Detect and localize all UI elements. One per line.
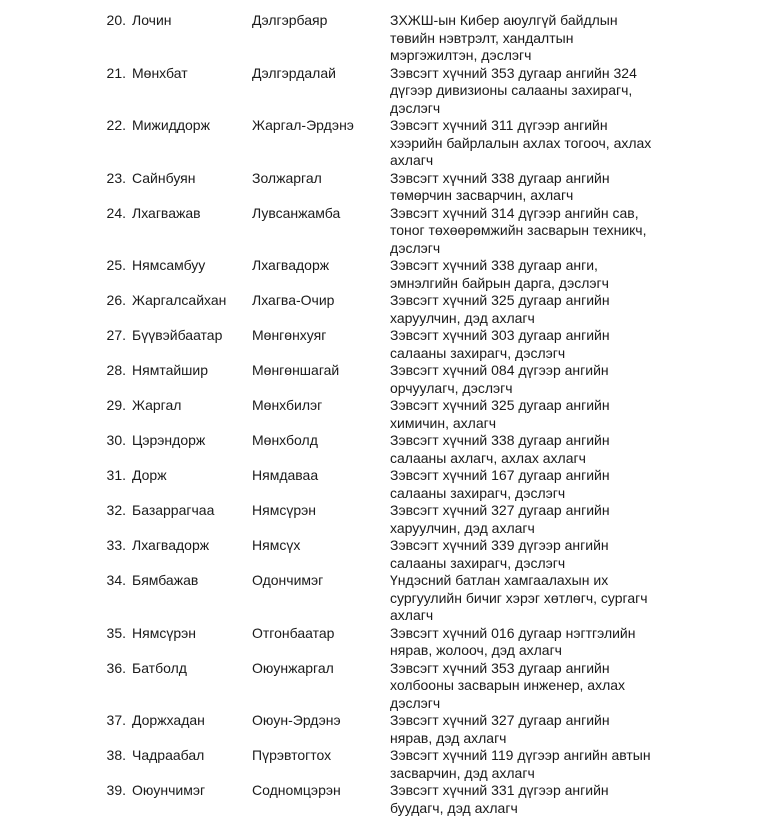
position-description: Зэвсэгт хүчний 311 дүгээр ангийн хээрийн байрлалын ахлах тогооч, ахлах ахлагч bbox=[390, 117, 652, 168]
row-number: 31. bbox=[106, 467, 126, 483]
row-number: 33. bbox=[106, 537, 126, 553]
family-name: Жаргал-Эрдэнэ bbox=[252, 117, 354, 133]
position-description: Зэвсэгт хүчний 353 дугаар ангийн 324 дүгээр дивизионы салааны захирагч, дэслэгч bbox=[390, 64, 637, 116]
row-number: 37. bbox=[106, 712, 126, 728]
row-number: 38. bbox=[106, 747, 126, 763]
family-name: Дэлгэрбаяр bbox=[252, 12, 328, 28]
list-item bbox=[0, 625, 770, 660]
position-description: Зэвсэгт хүчний 016 дугаар нэгтгэлийн нярав, жолооч, дэд ахлагч bbox=[390, 624, 636, 658]
row-number: 28. bbox=[106, 362, 126, 378]
given-name: Бүүвэйбаатар bbox=[132, 327, 223, 343]
row-number: 34. bbox=[106, 572, 126, 588]
list-item bbox=[0, 537, 770, 572]
list-item bbox=[0, 397, 770, 432]
personnel-list bbox=[0, 12, 770, 817]
given-name: Мөнхбат bbox=[132, 64, 188, 81]
given-name: Жаргал bbox=[132, 397, 182, 413]
given-name: Цэрэндорж bbox=[132, 432, 206, 448]
given-name: Нямтайшир bbox=[132, 362, 209, 378]
given-name: Чадраабал bbox=[132, 747, 205, 763]
list-item bbox=[0, 712, 770, 747]
row-number: 35. bbox=[106, 624, 126, 641]
family-name: Одончимэг bbox=[252, 572, 324, 588]
family-name: Лувсанжамба bbox=[252, 204, 341, 221]
list-item bbox=[0, 572, 770, 625]
list-item bbox=[0, 782, 770, 817]
row-number: 21. bbox=[106, 64, 126, 81]
list-item bbox=[0, 170, 770, 205]
position-description: Зэвсэгт хүчний 339 дүгээр ангийн салааны захирагч, дэслэгч bbox=[390, 537, 609, 571]
given-name: Лочин bbox=[132, 12, 172, 28]
family-name: Мөнгөншагай bbox=[252, 362, 340, 378]
list-item bbox=[0, 432, 770, 467]
position-description: Зэвсэгт хүчний 338 дугаар анги, эмнэлгийн байрын дарга, дэслэгч bbox=[390, 257, 609, 291]
row-number: 20. bbox=[106, 12, 126, 28]
list-item bbox=[0, 502, 770, 537]
list-item bbox=[0, 65, 770, 118]
family-name: Мөнхбилэг bbox=[252, 397, 323, 413]
given-name: Сайнбуян bbox=[132, 169, 196, 186]
family-name: Лхагвадорж bbox=[252, 257, 330, 273]
given-name: Батболд bbox=[132, 659, 187, 676]
position-description: Зэвсэгт хүчний 327 дугаар ангийн харуулчин, дэд ахлагч bbox=[390, 502, 610, 536]
position-description: Зэвсэгт хүчний 338 дугаар ангийн салааны ахлагч, ахлах ахлагч bbox=[390, 432, 610, 466]
given-name: Лхагвадорж bbox=[132, 537, 210, 553]
family-name: Мөнхболд bbox=[252, 432, 318, 448]
family-name: Золжаргал bbox=[252, 169, 322, 186]
position-description: Зэвсэгт хүчний 167 дугаар ангийн салааны захирагч, дэслэгч bbox=[390, 467, 610, 501]
position-description: Зэвсэгт хүчний 331 дүгээр ангийн буудагч, дэд ахлагч bbox=[390, 782, 609, 816]
list-item bbox=[0, 292, 770, 327]
position-description: Зэвсэгт хүчний 314 дүгээр ангийн сав, тоног төхөөрөмжийн засварын техникч, дэслэгч bbox=[390, 204, 647, 256]
row-number: 32. bbox=[106, 502, 126, 518]
given-name: Дорж bbox=[132, 467, 167, 483]
list-item bbox=[0, 205, 770, 258]
given-name: Базаррагчаа bbox=[132, 502, 215, 518]
family-name: Нямдаваа bbox=[252, 467, 319, 483]
position-description: Зэвсэгт хүчний 327 дугаар ангийн нярав, дэд ахлагч bbox=[390, 712, 610, 746]
row-number: 23. bbox=[106, 169, 126, 186]
position-description: Зэвсэгт хүчний 303 дугаар ангийн салааны захирагч, дэслэгч bbox=[390, 327, 610, 361]
position-description: Зэвсэгт хүчний 119 дүгээр ангийн автын засварчин, дэд ахлагч bbox=[390, 747, 651, 781]
given-name: Лхагважав bbox=[132, 204, 201, 221]
given-name: Нямсүрэн bbox=[132, 624, 196, 641]
list-item bbox=[0, 467, 770, 502]
given-name: Доржхадан bbox=[132, 712, 205, 728]
family-name: Оюун-Эрдэнэ bbox=[252, 712, 341, 728]
list-item bbox=[0, 747, 770, 782]
family-name: Нямсүх bbox=[252, 537, 301, 553]
row-number: 25. bbox=[106, 257, 126, 273]
list-item bbox=[0, 12, 770, 65]
given-name: Оюунчимэг bbox=[132, 782, 206, 798]
row-number: 27. bbox=[106, 327, 126, 343]
given-name: Бямбажав bbox=[132, 572, 199, 588]
position-description: ЗХЖШ-ын Кибер аюулгүй байдлын төвийн нэвтрэлт, хандалтын мэргэжилтэн, дэслэгч bbox=[390, 12, 618, 63]
row-number: 39. bbox=[106, 782, 126, 798]
family-name: Оюунжаргал bbox=[252, 659, 334, 676]
row-number: 29. bbox=[106, 397, 126, 413]
position-description: Зэвсэгт хүчний 084 дүгээр ангийн орчуулагч, дэслэгч bbox=[390, 362, 609, 396]
given-name: Мижиддорж bbox=[132, 117, 210, 133]
family-name: Лхагва-Очир bbox=[252, 292, 335, 308]
list-item bbox=[0, 660, 770, 713]
family-name: Пүрэвтогтох bbox=[252, 747, 332, 763]
row-number: 26. bbox=[106, 292, 126, 308]
row-number: 30. bbox=[106, 432, 126, 448]
list-item bbox=[0, 117, 770, 170]
family-name: Мөнгөнхуяг bbox=[252, 327, 327, 343]
position-description: Зэвсэгт хүчний 353 дугаар ангийн холбооны засварын инженер, ахлах дэслэгч bbox=[390, 659, 626, 711]
list-item bbox=[0, 327, 770, 362]
row-number: 22. bbox=[106, 117, 126, 133]
position-description: Үндэсний батлан хамгаалахын их сургуулийн бичиг хэрэг хөтлөгч, сургагч ахлагч bbox=[390, 572, 648, 623]
family-name: Нямсүрэн bbox=[252, 502, 316, 518]
position-description: Зэвсэгт хүчний 338 дугаар ангийн төмөрчин засварчин, ахлагч bbox=[390, 169, 610, 203]
given-name: Жаргалсайхан bbox=[132, 292, 227, 308]
row-number: 36. bbox=[106, 659, 126, 676]
row-number: 24. bbox=[106, 204, 126, 221]
family-name: Дэлгэрдалай bbox=[252, 64, 336, 81]
position-description: Зэвсэгт хүчний 325 дугаар ангийн харуулчин, дэд ахлагч bbox=[390, 292, 610, 326]
list-item bbox=[0, 362, 770, 397]
position-description: Зэвсэгт хүчний 325 дугаар ангийн химичин, ахлагч bbox=[390, 397, 610, 431]
list-item bbox=[0, 257, 770, 292]
family-name: Содномцэрэн bbox=[252, 782, 341, 798]
given-name: Нямсамбуу bbox=[132, 257, 206, 273]
family-name: Отгонбаатар bbox=[252, 624, 335, 641]
